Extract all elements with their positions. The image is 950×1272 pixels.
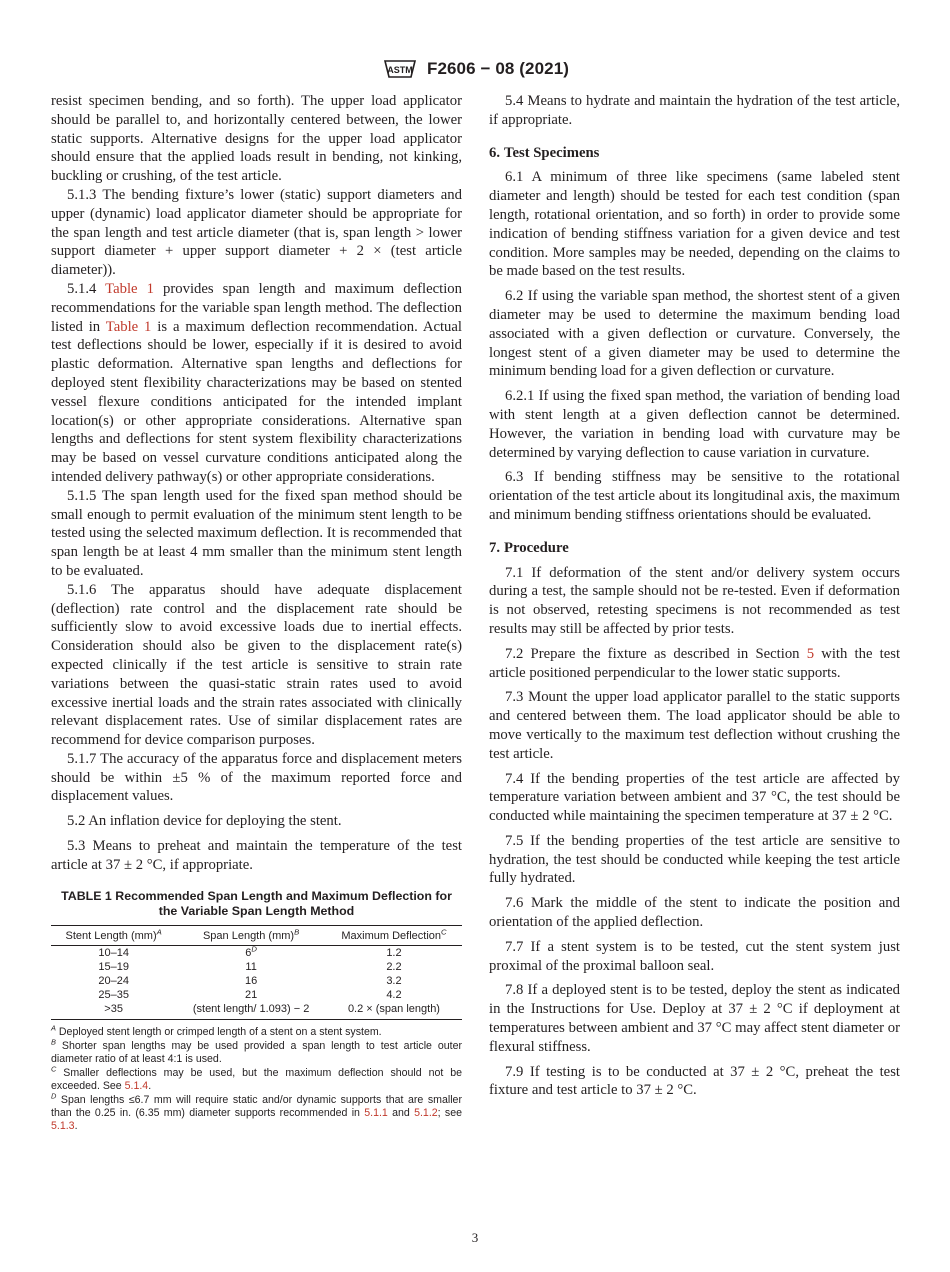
document-designation: F2606 − 08 (2021) [426,59,570,78]
paragraph-5-1-3: 5.1.3 The bending fixture’s lower (static) support diameters and upper (dynamic) load applicator diameter should be appropriate for the span length and test article diameter (that is, span length > lower support diameter + upper support diameter + 2 × (test article diameter)). [51,186,462,279]
paragraph-7-1: 7.1 If deformation of the stent and/or delivery system occurs during a test, the sample should not be re-tested. Even if deformation is not observed, retesting specimens is not recommended as test results may still be affected by prior tests. [489,564,900,637]
section-link[interactable]: 5.1.2 [414,1106,438,1119]
page-number: 3 [471,1230,479,1245]
paragraph-6-1: 6.1 A minimum of three like specimens (same labeled stent diameter and length) should be tested for each test condition (span length, rotational orientation, and so forth) in order to provide some indication of bending stiffness variation for a given device and test condition. More samples may be needed, depending on the claims to be made based on the test results. [489,169,900,280]
table-1-title: TABLE 1 Recommended Span Length and Maximum Deflection for the Variable Span Length Method [61,888,452,918]
paragraph-5-1-4: 5.1.4 Table 1 provides span length and maximum deflection recommendations for the variable span length method. The deflection listed in Table 1 is a maximum deflection recommendation. Actual test deflections should be lower, especially if it is desired to avoid plastic deformation. Alternative span lengths and deflections for deployed stent flexibility characterizations may be based on stented vessel flexure conditions anticipated for the intended implant location(s) or other appropriate considerations. Alternative span lengths and deflections for stent system flexibility characterizations may be based on vessel curvature conditions anticipated along the intended delivery pathway(s) or other appropriate considerations. [51,280,463,485]
paragraph-6-2: 6.2 If using the variable span method, the shortest stent of a given diameter may be used to determine the maximum bending load associated with a given deflection or curvature. Conversely, the longest stent of a given diameter may be used to determine the minimum bending load for a given deflection or curvature. [489,288,900,380]
table-row: 15–19 11 2.2 [98,960,402,973]
table-row: 20–24 16 3.2 [98,974,402,987]
paragraph-6-3: 6.3 If bending stiffness may be sensitive to the rotational orientation of the test article about its longitudinal axis, the maximum and minimum bending stiffness orientations should be evaluated. [489,469,900,523]
paragraph-7-8: 7.8 If a deployed stent is to be tested, deploy the stent as indicated in the Instructions for Use. Deploy at 37 ± 2 °C if deployment at temperatures between ambient and 37 °C may affect stent diameter or flexural stiffness. [489,982,900,1055]
section-link[interactable]: 5.1.1 [364,1106,388,1119]
paragraph-5-1-5: 5.1.5 The span length used for the fixed span method should be small enough to permit evaluation of the minimum stent length to be tested using the selected maximum deflection. It is recommended that span length be at least 4 mm smaller than the minimum stent length to be evaluated. [51,487,462,579]
paragraph-5-1-7: 5.1.7 The accuracy of the apparatus force and displacement meters should be within ±5 % of the maximum reported force and displacement values. [51,750,462,805]
paragraph-7-2: 7.2 Prepare the fixture as described in Section 5 with the test article positioned perpendicular to the lower static supports. [489,645,901,681]
column-header: Stent Length (mm)$^A$ [51,925,176,945]
paragraph-7-5: 7.5 If the bending properties of the test article are sensitive to hydration, the test should be conducted while keeping the test article fully hydrated. [489,832,900,887]
paragraph-5-2: 5.2 An inflation device for deploying the stent. [67,813,342,830]
section-link[interactable]: 5 [806,645,815,662]
table-row: 10–14 $6^D$ 1.2 [98,944,402,959]
table-row: 25–35 21 4.2 [98,988,402,1001]
paragraph-5-4: 5.4 Means to hydrate and maintain the hydration of the test article, if appropriate. [489,93,900,128]
paragraph-5-1-2-continued: resist specimen bending, and so forth). The upper load applicator should be parallel to, and horizontally centered between, the lower static supports. Alternative designs for the upper load applicator should ensure that the applied loads result in bending, not kinking, buckling or crushing, of the test article. [51,93,462,185]
table-1-link[interactable]: Table 1 [105,318,152,335]
table-1-link[interactable]: Table 1 [105,280,154,297]
table-1 [51,889,462,1133]
footnote-c: $^C$ Smaller deflections may be used, but the maximum deflection should not be exceeded. See 5.1.4. [51,1064,462,1092]
left-column [51,92,462,1134]
section-link[interactable]: 5.1.4 [124,1079,149,1092]
footnote-a: $^A$ Deployed stent length or crimped length of a stent on a stent system. [51,1023,382,1038]
table-1-footnotes [51,1023,462,1133]
footnote-b: $^B$ Shorter span lengths may be used provided a span length to test article outer diameter ratio of at least 4:1 is used. [51,1037,462,1065]
column-header: Maximum Deflection$^C$ [326,925,462,945]
right-column [489,92,900,1106]
astm-logo-text: ASTM [387,65,413,75]
column-header: Span Length (mm)$^B$ [176,925,326,945]
paragraph-5-3: 5.3 Means to preheat and maintain the temperature of the test article at 37 ± 2 °C, if appropriate. [51,838,462,873]
paragraph-7-7: 7.7 If a stent system is to be tested, cut the stent system just proximal of the proximal balloon seal. [489,938,900,974]
astm-logo-icon [381,58,419,80]
paragraph-7-9: 7.9 If testing is to be conducted at 37 ± 2 °C, preheat the test fixture and test article to 37 ± 2 °C. [489,1063,900,1099]
table-row: >35 (stent length/ 1.093) − 2 0.2 × (span length) [51,1002,462,1020]
paragraph-5-1-6: 5.1.6 The apparatus should have adequate displacement (deflection) rate control and the displacement rate should be sufficiently slow to avoid excessive loads due to inertial effects. Consideration should also be given to the displacement rate(s) expected clinically if the test article is sensitive to strain rate variations between the quasi-static strain rates used to avoid excessive inertial loads and the strain rates associated with clinically relevant displacement rates. Use of similar displacement rates are recommend for device comparison purposes. [51,581,462,749]
paragraph-7-3: 7.3 Mount the upper load applicator parallel to the static supports and centered between them. The load applicator should be able to move vertically to the maximum test deflection without crushing the test article. [489,689,900,762]
footnote-d: $^D$ Span lengths ≤6.7 mm will require static and/or dynamic supports that are smaller than the 0.25 in. (6.35 mm) diameter supports recommended in 5.1.1 and 5.1.2; see 5.1.3. [51,1091,462,1132]
table-1-grid [51,925,462,1020]
section-heading-7: 7. Procedure [489,539,569,556]
paragraph-7-6: 7.6 Mark the middle of the stent to indicate the position and orientation of the applied deflection. [489,895,900,931]
section-link[interactable]: 5.1.3 [51,1119,75,1132]
paragraph-6-2-1: 6.2.1 If using the fixed span method, the variation of bending load with stent length at a given deflection cannot be determined. However, the variation in bending load with curvature may be determined by varying deflection to cause variation in curvature. [489,388,900,461]
page-header [0,58,950,80]
section-heading-6: 6. Test Specimens [489,144,600,161]
paragraph-7-4: 7.4 If the bending properties of the test article are affected by temperature variation between ambient and 37 °C, the test should be conducted while maintaining the specimen temperature at 37 ± 2 °C. [489,770,900,825]
